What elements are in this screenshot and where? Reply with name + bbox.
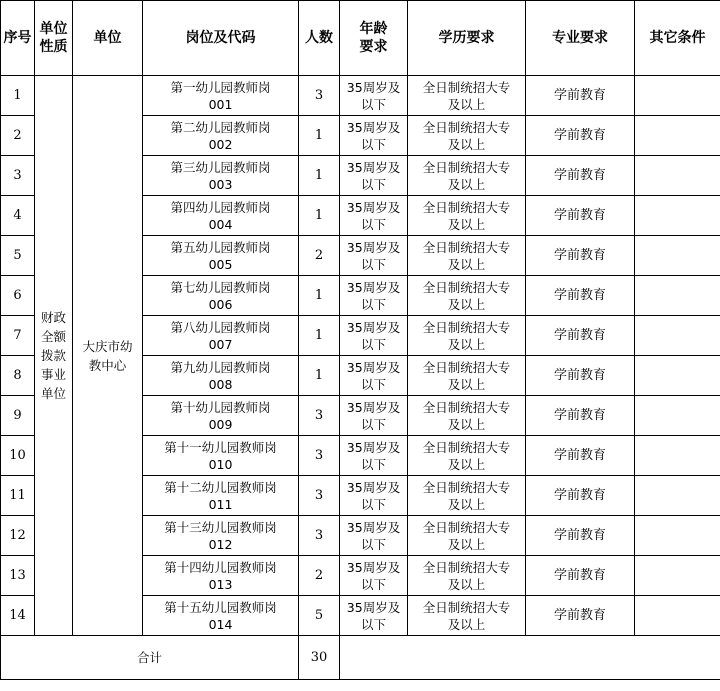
age-line: 以下 <box>360 456 386 472</box>
education-line: 及以上 <box>447 216 486 232</box>
education-line: 及以上 <box>447 376 486 392</box>
age-line: 35周岁及 <box>346 159 401 175</box>
cell-count: 2 <box>299 236 340 276</box>
cell-age <box>340 316 408 356</box>
cell-major: 学前教育 <box>526 316 635 356</box>
position-code: 006 <box>208 296 233 312</box>
age-line: 以下 <box>360 96 386 112</box>
cell-major: 学前教育 <box>526 396 635 436</box>
cell-count: 3 <box>299 436 340 476</box>
cell-education <box>408 476 526 516</box>
unit-nature-line: 全额 <box>40 329 66 344</box>
education-line: 全日制统招大专 <box>422 599 511 615</box>
cell-seq: 1 <box>1 76 35 116</box>
table-row <box>1 76 720 116</box>
education-line: 全日制统招大专 <box>422 119 511 135</box>
cell-education <box>408 116 526 156</box>
cell-count: 1 <box>299 316 340 356</box>
position-code: 011 <box>208 496 233 512</box>
position-code: 001 <box>208 96 233 112</box>
cell-other <box>635 316 720 356</box>
header-unit-nature-line: 单位 <box>39 21 68 37</box>
position-name: 第七幼儿园教师岗 <box>170 279 271 295</box>
position-name: 第十四幼儿园教师岗 <box>164 559 277 575</box>
position-name: 第二幼儿园教师岗 <box>170 119 271 135</box>
position-code: 007 <box>208 336 233 352</box>
education-line: 及以上 <box>447 256 486 272</box>
cell-age <box>340 596 408 636</box>
education-line: 及以上 <box>447 456 486 472</box>
age-line: 以下 <box>360 576 386 592</box>
cell-education <box>408 156 526 196</box>
age-line: 35周岁及 <box>346 319 401 335</box>
position-name: 第八幼儿园教师岗 <box>170 319 271 335</box>
education-line: 全日制统招大专 <box>422 399 511 415</box>
position-name: 第十一幼儿园教师岗 <box>164 439 277 455</box>
education-line: 全日制统招大专 <box>422 559 511 575</box>
education-line: 及以上 <box>447 296 486 312</box>
cell-other <box>635 396 720 436</box>
cell-other <box>635 476 720 516</box>
cell-count: 3 <box>299 76 340 116</box>
position-code: 014 <box>208 616 233 632</box>
age-line: 以下 <box>360 136 386 152</box>
position-name: 第三幼儿园教师岗 <box>170 159 271 175</box>
cell-count: 2 <box>299 556 340 596</box>
cell-major: 学前教育 <box>526 116 635 156</box>
education-line: 全日制统招大专 <box>422 159 511 175</box>
header-unit-nature-line: 性质 <box>39 39 68 55</box>
cell-other <box>635 116 720 156</box>
header-unit: 单位 <box>73 1 143 76</box>
cell-seq: 3 <box>1 156 35 196</box>
cell-major: 学前教育 <box>526 276 635 316</box>
cell-seq: 14 <box>1 596 35 636</box>
unit-nature-line: 拨款 <box>40 348 66 363</box>
header-row <box>1 1 720 76</box>
cell-count: 1 <box>299 156 340 196</box>
education-line: 及以上 <box>447 176 486 192</box>
cell-age <box>340 116 408 156</box>
cell-unit-name <box>73 76 143 636</box>
position-code: 004 <box>208 216 233 232</box>
unit-nature-line: 事业 <box>40 367 66 382</box>
education-line: 及以上 <box>447 416 486 432</box>
age-line: 以下 <box>360 336 386 352</box>
cell-major: 学前教育 <box>526 556 635 596</box>
cell-major: 学前教育 <box>526 236 635 276</box>
age-line: 以下 <box>360 376 386 392</box>
age-line: 35周岁及 <box>346 479 401 495</box>
cell-position <box>143 596 299 636</box>
cell-education <box>408 396 526 436</box>
cell-other <box>635 356 720 396</box>
cell-education <box>408 76 526 116</box>
cell-position <box>143 436 299 476</box>
age-line: 35周岁及 <box>346 79 401 95</box>
cell-other <box>635 556 720 596</box>
cell-position <box>143 156 299 196</box>
total-empty-cell <box>340 636 720 680</box>
cell-seq: 10 <box>1 436 35 476</box>
age-line: 以下 <box>360 176 386 192</box>
cell-major: 学前教育 <box>526 596 635 636</box>
cell-age <box>340 236 408 276</box>
cell-education <box>408 596 526 636</box>
cell-other <box>635 276 720 316</box>
education-line: 及以上 <box>447 616 486 632</box>
education-line: 全日制统招大专 <box>422 519 511 535</box>
total-label: 合计 <box>1 636 299 680</box>
cell-count: 3 <box>299 476 340 516</box>
header-unit-nature <box>35 1 73 76</box>
cell-education <box>408 236 526 276</box>
cell-position <box>143 316 299 356</box>
age-line: 35周岁及 <box>346 239 401 255</box>
position-code: 003 <box>208 176 233 192</box>
education-line: 全日制统招大专 <box>422 79 511 95</box>
position-name: 第四幼儿园教师岗 <box>170 199 271 215</box>
cell-other <box>635 156 720 196</box>
cell-count: 3 <box>299 516 340 556</box>
cell-age <box>340 196 408 236</box>
cell-age <box>340 516 408 556</box>
cell-seq: 4 <box>1 196 35 236</box>
age-line: 35周岁及 <box>346 439 401 455</box>
education-line: 及以上 <box>447 576 486 592</box>
total-row <box>1 636 720 680</box>
cell-major: 学前教育 <box>526 436 635 476</box>
cell-age <box>340 476 408 516</box>
position-name: 第十幼儿园教师岗 <box>170 399 271 415</box>
cell-seq: 11 <box>1 476 35 516</box>
age-line: 35周岁及 <box>346 559 401 575</box>
education-line: 全日制统招大专 <box>422 239 511 255</box>
position-code: 002 <box>208 136 233 152</box>
position-code: 008 <box>208 376 233 392</box>
position-code: 010 <box>208 456 233 472</box>
cell-seq: 6 <box>1 276 35 316</box>
age-line: 35周岁及 <box>346 399 401 415</box>
education-line: 及以上 <box>447 336 486 352</box>
cell-education <box>408 516 526 556</box>
cell-seq: 12 <box>1 516 35 556</box>
education-line: 全日制统招大专 <box>422 479 511 495</box>
unit-nature-line: 财政 <box>40 310 66 325</box>
cell-count: 3 <box>299 396 340 436</box>
cell-position <box>143 356 299 396</box>
cell-count: 1 <box>299 276 340 316</box>
cell-age <box>340 436 408 476</box>
cell-other <box>635 436 720 476</box>
header-education: 学历要求 <box>408 1 526 76</box>
cell-position <box>143 116 299 156</box>
position-code: 005 <box>208 256 233 272</box>
header-count: 人数 <box>299 1 340 76</box>
position-code: 009 <box>208 416 233 432</box>
cell-education <box>408 436 526 476</box>
education-line: 及以上 <box>447 536 486 552</box>
cell-major: 学前教育 <box>526 156 635 196</box>
header-major: 专业要求 <box>526 1 635 76</box>
age-line: 35周岁及 <box>346 199 401 215</box>
cell-age <box>340 76 408 116</box>
cell-major: 学前教育 <box>526 356 635 396</box>
cell-other <box>635 196 720 236</box>
header-age-line: 要求 <box>359 39 388 55</box>
position-name: 第十五幼儿园教师岗 <box>164 599 277 615</box>
cell-unit-nature <box>35 76 73 636</box>
cell-education <box>408 556 526 596</box>
cell-count: 1 <box>299 196 340 236</box>
cell-major: 学前教育 <box>526 516 635 556</box>
cell-education <box>408 196 526 236</box>
unit-nature-line: 单位 <box>40 386 66 401</box>
header-position: 岗位及代码 <box>143 1 299 76</box>
position-name: 第五幼儿园教师岗 <box>170 239 271 255</box>
total-count: 30 <box>299 636 340 680</box>
table-body <box>1 76 720 636</box>
age-line: 以下 <box>360 296 386 312</box>
cell-age <box>340 556 408 596</box>
cell-seq: 5 <box>1 236 35 276</box>
cell-position <box>143 396 299 436</box>
cell-education <box>408 356 526 396</box>
cell-major: 学前教育 <box>526 476 635 516</box>
education-line: 全日制统招大专 <box>422 199 511 215</box>
position-name: 第十二幼儿园教师岗 <box>164 479 277 495</box>
cell-position <box>143 556 299 596</box>
age-line: 以下 <box>360 256 386 272</box>
cell-education <box>408 276 526 316</box>
cell-position <box>143 476 299 516</box>
age-line: 以下 <box>360 536 386 552</box>
unit-name-line: 教中心 <box>88 357 127 373</box>
cell-position <box>143 516 299 556</box>
cell-age <box>340 396 408 436</box>
header-seq: 序号 <box>1 1 35 76</box>
cell-age <box>340 276 408 316</box>
cell-seq: 8 <box>1 356 35 396</box>
cell-other <box>635 516 720 556</box>
cell-age <box>340 356 408 396</box>
age-line: 35周岁及 <box>346 599 401 615</box>
position-name: 第十三幼儿园教师岗 <box>164 519 277 535</box>
age-line: 35周岁及 <box>346 519 401 535</box>
header-age-line: 年龄 <box>359 21 388 37</box>
cell-seq: 9 <box>1 396 35 436</box>
cell-age <box>340 156 408 196</box>
age-line: 35周岁及 <box>346 279 401 295</box>
cell-seq: 7 <box>1 316 35 356</box>
cell-other <box>635 76 720 116</box>
cell-major: 学前教育 <box>526 76 635 116</box>
education-line: 及以上 <box>447 496 486 512</box>
education-line: 全日制统招大专 <box>422 279 511 295</box>
cell-count: 1 <box>299 116 340 156</box>
cell-other <box>635 596 720 636</box>
cell-position <box>143 196 299 236</box>
cell-position <box>143 276 299 316</box>
position-name: 第一幼儿园教师岗 <box>170 79 271 95</box>
cell-count: 5 <box>299 596 340 636</box>
education-line: 及以上 <box>447 136 486 152</box>
age-line: 35周岁及 <box>346 359 401 375</box>
header-other: 其它条件 <box>635 1 720 76</box>
header-age <box>340 1 408 76</box>
cell-education <box>408 316 526 356</box>
unit-name-line: 大庆市幼 <box>82 338 133 354</box>
age-line: 以下 <box>360 416 386 432</box>
education-line: 及以上 <box>447 96 486 112</box>
position-code: 012 <box>208 536 233 552</box>
position-name: 第九幼儿园教师岗 <box>170 359 271 375</box>
age-line: 以下 <box>360 216 386 232</box>
age-line: 35周岁及 <box>346 119 401 135</box>
education-line: 全日制统招大专 <box>422 439 511 455</box>
cell-position <box>143 236 299 276</box>
cell-position <box>143 76 299 116</box>
cell-seq: 13 <box>1 556 35 596</box>
education-line: 全日制统招大专 <box>422 319 511 335</box>
position-code: 013 <box>208 576 233 592</box>
cell-major: 学前教育 <box>526 196 635 236</box>
education-line: 全日制统招大专 <box>422 359 511 375</box>
cell-seq: 2 <box>1 116 35 156</box>
cell-count: 1 <box>299 356 340 396</box>
age-line: 以下 <box>360 496 386 512</box>
cell-other <box>635 236 720 276</box>
age-line: 以下 <box>360 616 386 632</box>
